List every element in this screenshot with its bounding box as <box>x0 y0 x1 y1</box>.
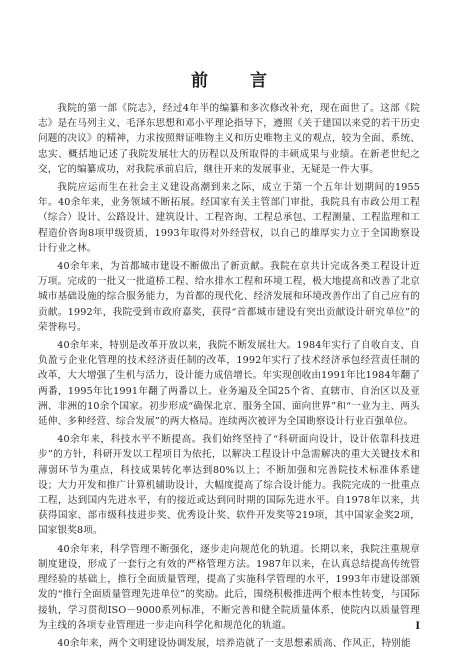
paragraph: 我院的第一部《院志》，经过4年半的编纂和多次修改补充，现在面世了。这部《院志》是在马列主义、毛泽东思想和邓小平理论指导下，遵照《关于建国以来党的若干历史问题的决议》的精神，力求按照辩证唯物主义和历史唯物主义的观点，较为全面、系统、忠实、概括地记述了我院发展壮大的历程以及所取得的丰硕成果与业绩。在新老世纪之交，它的编纂成功，对我院承前启后，继往开来的发展事业，无疑是一件大事。 <box>38 103 420 175</box>
paragraph: 40余年来，特别是改革开放以来，我院不断发展壮大。1984年实行了自收自支、自负盈亏企业化管理的技术经济责任制的改革，1992年实行了技术经济承包经营责任制的改革，大大增强了生机与活力，设计能力成倍增长。年实现创收由1991年比1984年翻了两番，1995年比1991年翻了两番以上。业务遍及全国25个省、直辖市、自治区以及亚洲、非洲的10余个国家。初步形成“确保北京、服务全国、面向世界”和“一业为主、两头延伸、多种经营、综合发展”的两大格局。连续两次被评为全国勘察设计行业百强单位。 <box>38 340 420 428</box>
paragraph: 40余年来，为首都城市建设不断做出了新贡献。我院在京共计完成各类工程设计近万项。完成的一批又一批道桥工程、给水排水工程和环境工程，极大地提高和改善了北京城市基础设施的综合服务能力，为首都的现代化、经济发展和环境改善作出了自己应有的贡献。1992年，我院受到市政府嘉奖，获得“首都城市建设有突出贡献设计研究单位”的荣誉称号。 <box>38 261 420 333</box>
paragraph: 40余年来，科技水平不断提高。我们始终坚持了“科研面向设计，设计依靠科技进步”的方针，科研开发以工程项目为依托，以解决工程设计中急需解决的重大关键技术和薄弱环节为重点，科技成果转化率达到80%以上；不断加强和完善院技术标准体系建设；大力开发和推广计算机辅助设计，大幅度提高了综合设计能力。我院完成的一批重点工程，达到国内先进水平，有的接近或达到同时期的国际先进水平。自1978年以来，共获得国家、部市级科技进步奖、优秀设计奖、软件开发奖等219项，其中国家金奖2项，国家银奖8项。 <box>38 434 420 537</box>
page-number: I <box>415 618 420 632</box>
paragraph: 我院应运而生在社会主义建设高潮到来之际，成立于第一个五年计划期间的1955年。40余年来，业务领域不断拓展。经国家有关主管部门审批，我院具有市政公用工程（综合）设计、公路设计、建筑设计、工程咨询、工程总承包、工程测量、工程监理和工程造价咨询8项甲级资质，1993年取得对外经营权，以自己的雄厚实力立于全国勘察设计行业之林。 <box>38 182 420 254</box>
document-page <box>38 0 420 657</box>
body-text <box>38 101 420 654</box>
paragraph: 40余年来，两个文明建设协调发展，培养造就了一支思想素质高、作风正，特别能 <box>57 637 411 649</box>
paragraph: 40余年来，科学管理不断强化，逐步走向规范化的轨道。长期以来，我院注重规章制度建设，形成了一套行之有效的严格管理方法。1987年以来，在认真总结提高传统管理经验的基础上，推行全面质量管理，提高了实施科学管理的水平，1993年市建设部颁发的“推行全面质量管理先进单位”的奖励。此后，围绕积极推进两个根本性转变，与国际接轨，学习贯彻ISO－9000系列标准，不断完善和健全院质量体系，使院内以质量管理为主线的各项专业管理进一步走向科学化和规范化的轨道。 <box>38 543 420 631</box>
page-title: 前 言 <box>191 71 285 91</box>
